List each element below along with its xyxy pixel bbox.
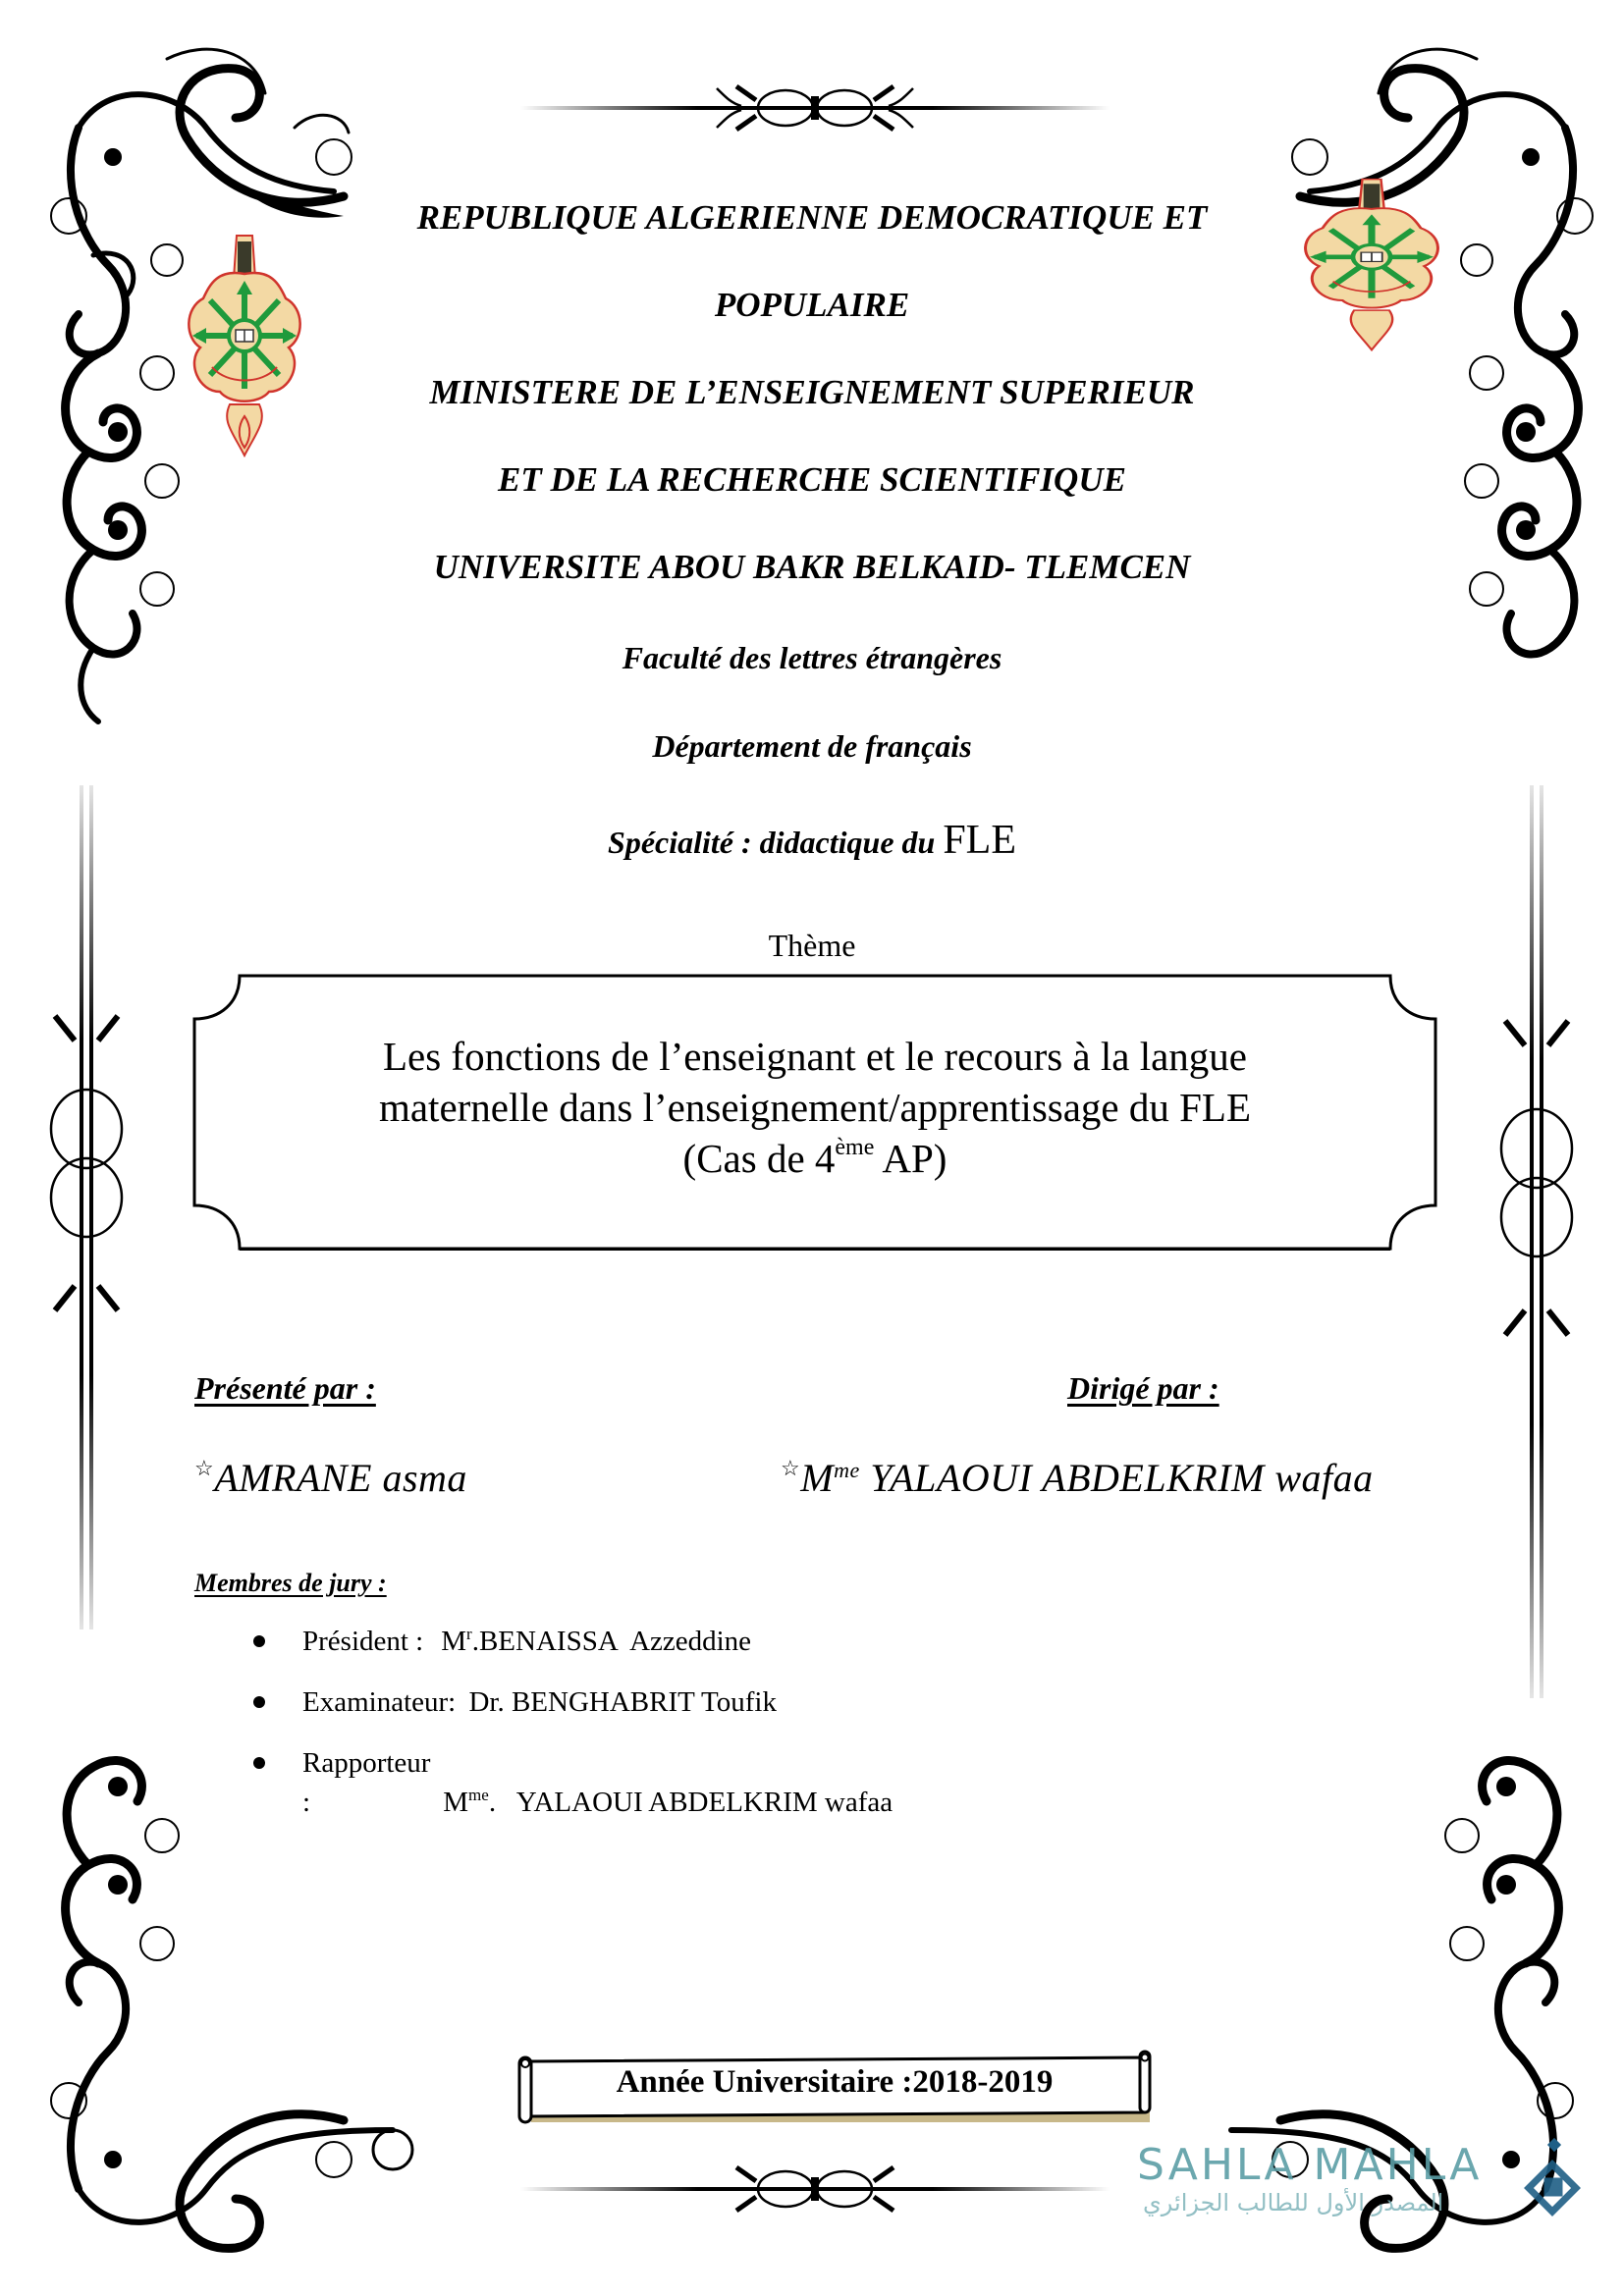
watermark-title: SAHLA MAHLA [1137,2140,1483,2190]
jury-label: Membres de jury : [194,1569,387,1597]
watermark-subtitle: المصدر الأول للطالب الجزائري [1143,2189,1444,2216]
directed-by-label: Dirigé par : [1067,1370,1219,1406]
star-icon: ☆ [194,1456,215,1480]
speciality-label: Spécialité : didactique du [608,825,936,860]
bullet-icon [253,1696,265,1708]
sahla-mahla-logo-icon [1522,2132,1593,2226]
student-name [194,1455,467,1501]
jury-member [253,1743,893,1818]
thesis-title [192,1031,1437,1184]
top-divider-ornament-icon [520,79,1110,137]
jury-role: Président : [302,1626,424,1657]
bullet-icon [253,1757,265,1769]
department-name: Département de français [652,728,972,764]
theme-label: Thème [768,928,856,963]
supervisor-name-text: YALAOUI ABDELKRIM wafaa [859,1456,1374,1500]
jury-role: Rapporteur : [302,1747,431,1818]
jury-title-sup: me [468,1786,489,1804]
sahla-mahla-watermark [1137,2140,1598,2218]
academic-year-text: Année Universitaire :2018-2019 [616,2064,1054,2100]
right-vertical-ornament-icon [1497,785,1576,1698]
jury-role: Examinateur: [302,1686,457,1718]
jury-name: Dr. BENGHABRIT Toufik [468,1686,777,1718]
thesis-title-line-2: maternelle dans l’enseignement/apprentissage du FLE [378,1085,1252,1130]
jury-member [253,1622,893,1682]
header-research-line: ET DE LA RECHERCHE SCIENTIFIQUE [498,460,1126,499]
speciality-line [0,818,1624,863]
bullet-icon [253,1635,265,1647]
supervisor-title-sup: me [834,1458,860,1482]
jury-name: . YALAOUI ABDELKRIM wafaa [488,1787,893,1818]
title-case-prefix: (Cas de 4 [682,1136,836,1181]
header-republic-line: REPUBLIQUE ALGERIENNE DEMOCRATIQUE ET [416,198,1208,237]
student-name-text: AMRANE asma [214,1456,467,1500]
jury-title-sup: r [466,1625,472,1643]
jury-name: .BENAISSA Azzeddine [471,1626,752,1657]
supervisor-title: M [800,1456,835,1500]
academic-year-banner [515,2050,1154,2123]
thesis-title-box [192,974,1437,1251]
left-vertical-ornament-icon [47,785,126,1629]
star-icon: ☆ [781,1456,801,1480]
title-case-ordinal: ème [835,1135,875,1160]
title-case-suffix: AP) [874,1136,947,1181]
presented-by-label: Présenté par : [194,1370,376,1406]
jury-title: M [441,1626,467,1657]
thesis-title-line-1: Les fonctions de l’enseignant et le recours à la langue [382,1034,1248,1079]
speciality-value: FLE [943,818,1016,863]
header-ministry-line: MINISTERE DE L’ENSEIGNEMENT SUPERIEUR [429,373,1195,411]
supervisor-name [781,1455,1374,1501]
jury-list [253,1622,893,1818]
jury-title: M [443,1787,469,1818]
thesis-title-line-3 [192,1133,1437,1184]
bottom-divider-ornament-icon [520,2160,1110,2218]
header-university-line: UNIVERSITE ABOU BAKR BELKAID- TLEMCEN [433,548,1191,586]
header-populaire-line: POPULAIRE [714,286,910,324]
faculty-name: Faculté des lettres étrangères [622,640,1002,675]
university-logo-left-icon [183,230,306,457]
jury-member [253,1682,893,1743]
